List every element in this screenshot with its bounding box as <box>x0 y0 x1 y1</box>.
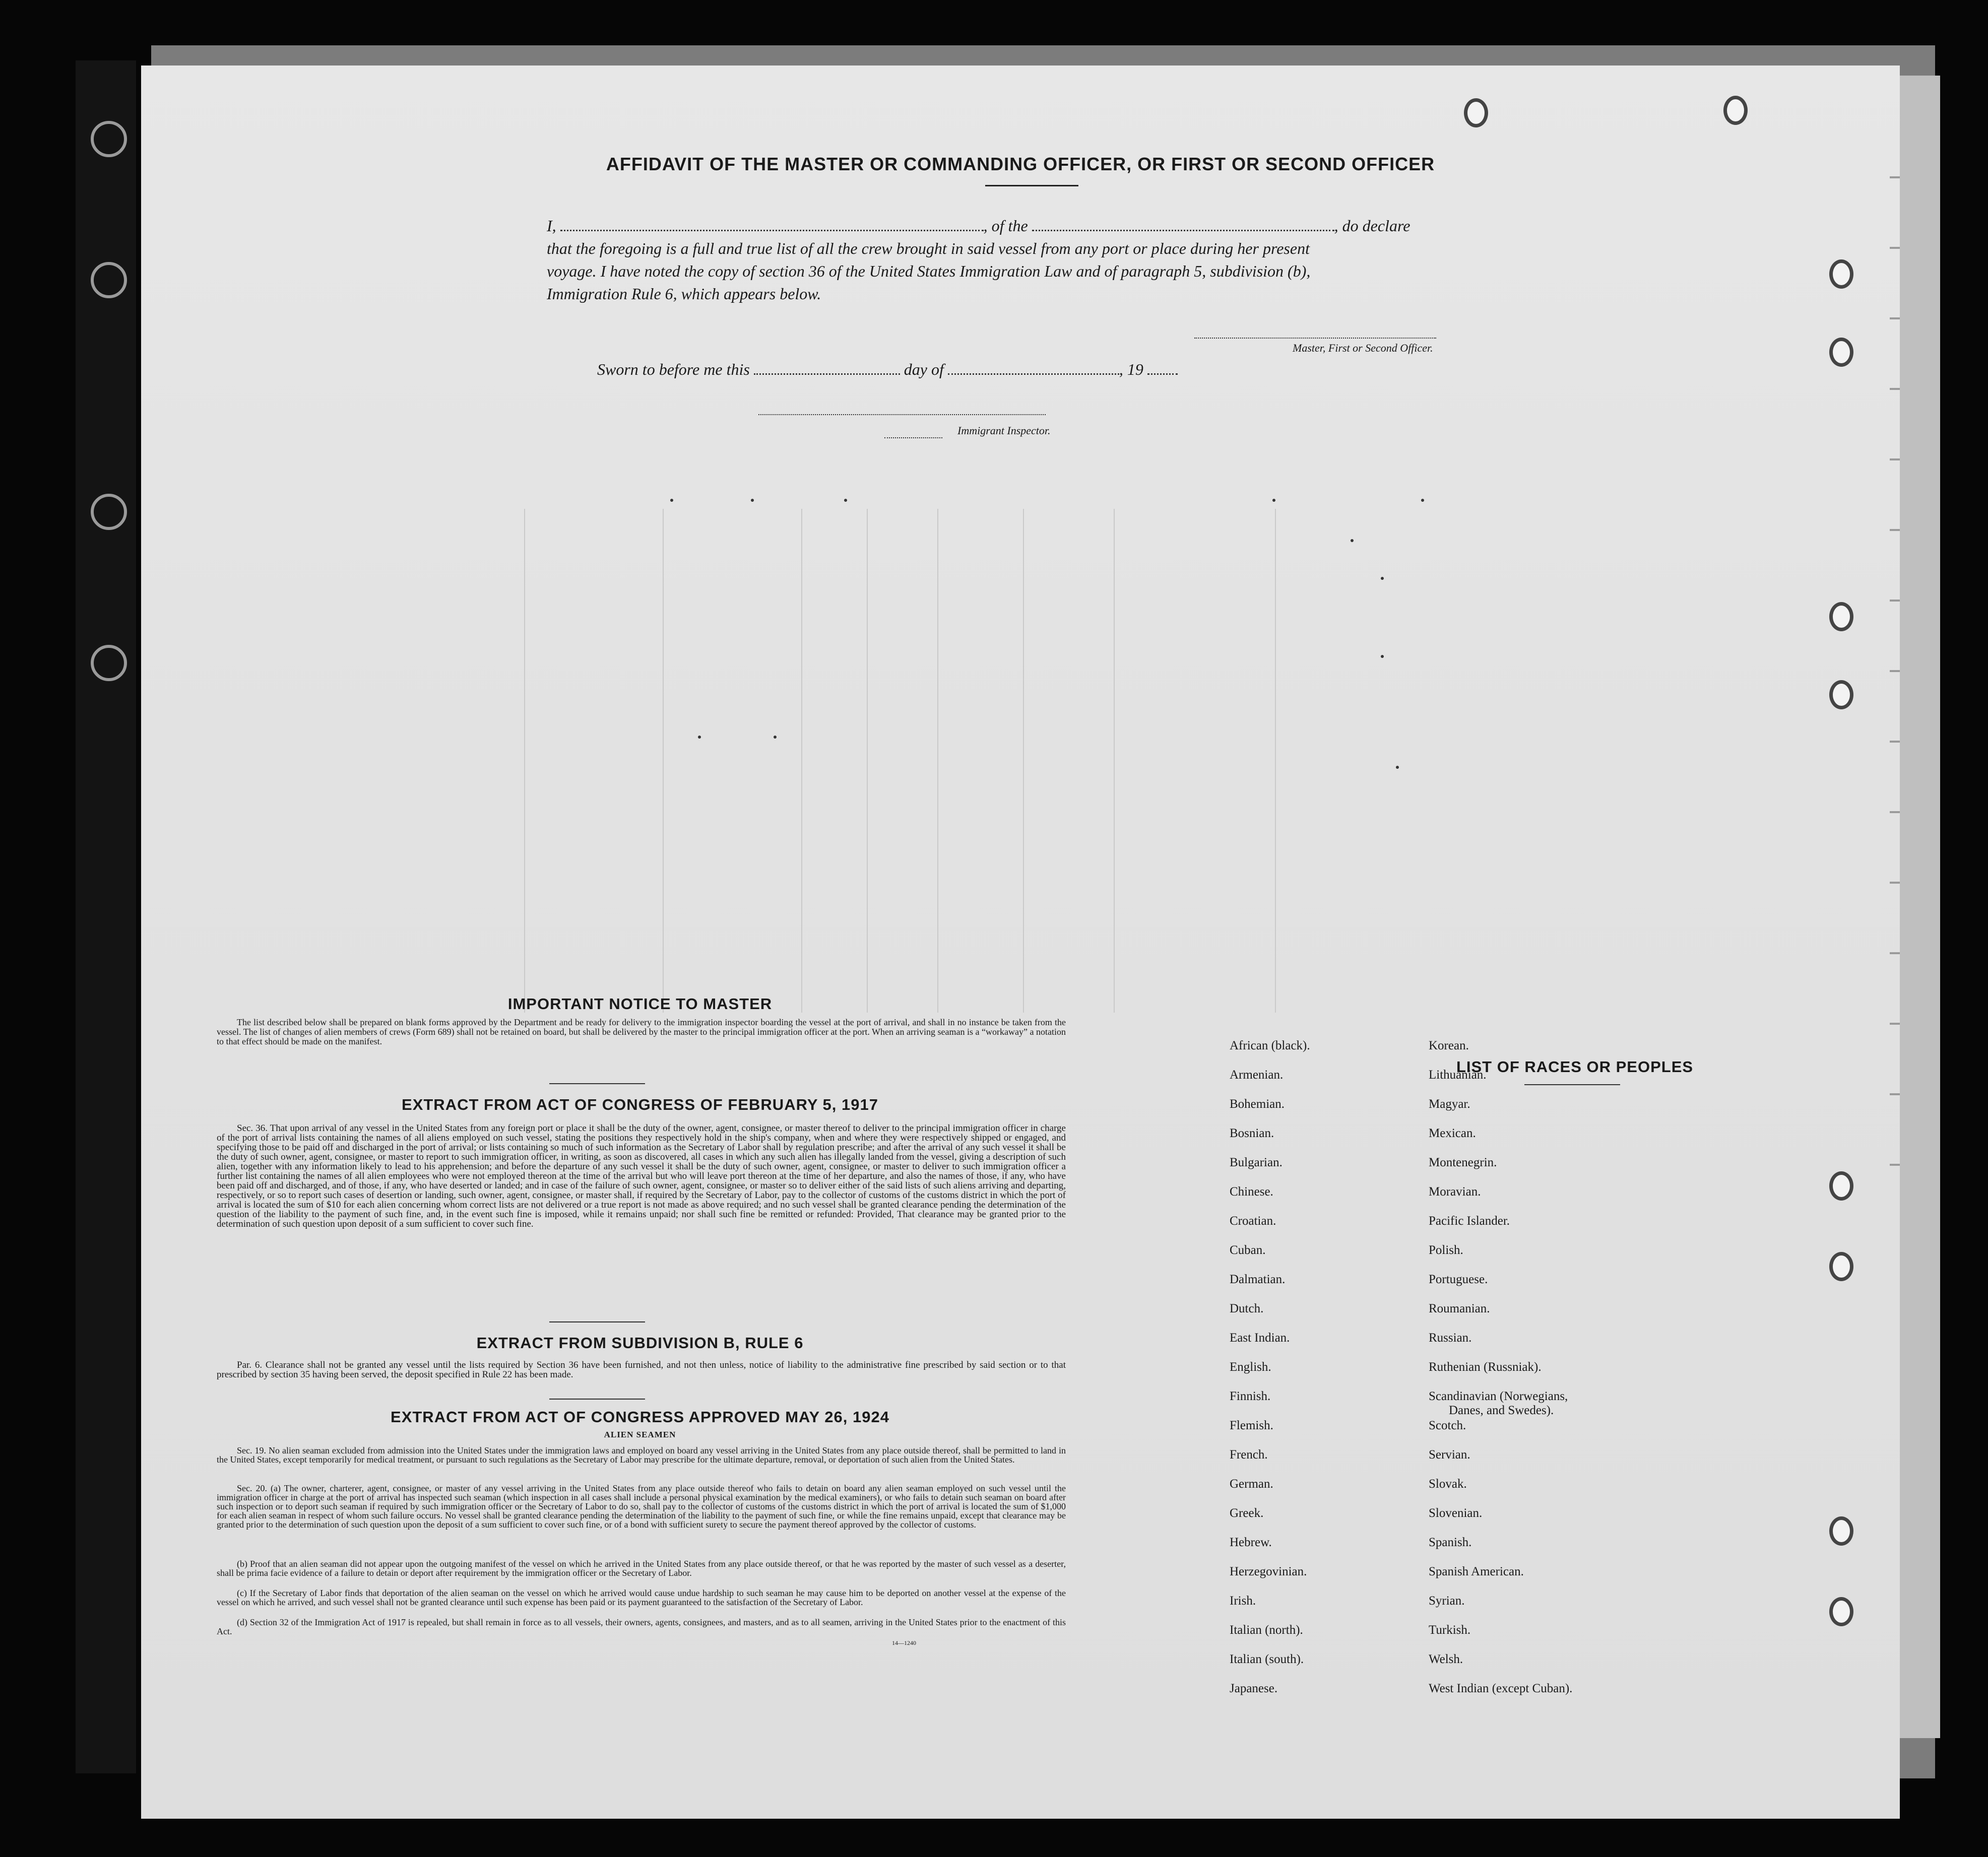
edge-tick <box>1890 811 1900 813</box>
ink-speck <box>1381 655 1384 658</box>
edge-tick <box>1890 741 1900 743</box>
act1924-subheading: ALIEN SEAMEN <box>604 1430 676 1439</box>
inspector-signature-line[interactable] <box>758 414 1046 415</box>
edge-tick <box>1890 176 1900 178</box>
affidavit-do-declare: , do declare <box>1334 217 1410 235</box>
race-item: West Indian (except Cuban). <box>1429 1682 1573 1695</box>
edge-tick <box>1890 882 1900 884</box>
race-item: French. <box>1230 1448 1268 1462</box>
notice-heading: IMPORTANT NOTICE TO MASTER <box>507 995 773 1013</box>
act1917-heading: EXTRACT FROM ACT OF CONGRESS OF FEBRUARY 5, 1917 <box>402 1096 878 1113</box>
race-item: Montenegrin. <box>1429 1156 1497 1169</box>
races-heading: LIST OF RACES OR PEOPLES <box>1456 1058 1694 1076</box>
ink-speck <box>1272 499 1275 502</box>
race-item: German. <box>1230 1477 1273 1491</box>
race-item: Magyar. <box>1429 1097 1470 1111</box>
affidavit-text-line: voyage. I have noted the copy of section 36 of the United States Immigration Law and of paragraph 5, subdivision (b), <box>547 262 1311 280</box>
race-item: African (black). <box>1230 1039 1310 1052</box>
sworn-year-prefix: , 19 <box>1119 360 1143 378</box>
race-item: Portuguese. <box>1429 1273 1488 1286</box>
act1924-sec20a: Sec. 20. (a) The owner, charterer, agent, consignee, or master of any vessel arriving in the United States from any place outside thereof who fails to detain on board any alien seaman employed on such vessel until the immigration officer in charge at the port of arrival has inspected such seaman (which inspection in all cases shall include a personal physical examination by the medical examiners), or who fails to detain such seaman on board after such inspection or to deport such seaman if required by such immigration officer or the Secretary of Labor to do so, shall pay to the collector of customs of the customs district in which the port of arrival is located the sum of $1,000 for each alien seaman in respect of whom such failure occurs. No vessel shall be granted clearance pending the determination of the liability to the payment of such fine, or while the fine remains unpaid, except that clearance may be granted prior to the determination of such question upon the deposit of a sum sufficient to cover such fine, or of a bond with sufficient surety to secure the payment thereof approved by the collector of customs. <box>217 1483 1066 1530</box>
affidavit-i: I, <box>547 217 556 235</box>
ink-speck <box>1381 577 1384 580</box>
race-item: Scandinavian (Norwegians, <box>1429 1389 1568 1403</box>
race-item: Pacific Islander. <box>1429 1214 1510 1228</box>
ink-speck <box>1351 539 1354 542</box>
race-item: Hebrew. <box>1230 1536 1272 1549</box>
race-item: Lithuanian. <box>1429 1068 1487 1082</box>
section-divider <box>549 1399 645 1400</box>
bleed-through-line <box>1114 509 1115 1013</box>
edge-tick <box>1890 1164 1900 1166</box>
race-item: Bosnian. <box>1230 1126 1274 1140</box>
punch-hole <box>1829 1597 1853 1626</box>
act1917-text: Sec. 36. That upon arrival of any vessel in the United States from any foreign port or place it shall be the duty of the owner, agent, consignee, or master thereof to deliver to the principal immigration officer in charge of the port of arrival lists containing the names of all aliens employed on such vessel, stating the positions they respectively hold in the ship's company, when and where they were respectively shipped or engaged, and specifying those to be paid off and discharged in the port of arrival; or lists containing so much of such information as the Secretary of Labor shall by regulation prescribe; and after the arrival of any such vessel it shall be the duty of such owner, agent, consignee, or master to report to such immigration officer, in writing, as soon as discovered, all cases in which any such alien has illegally landed from the vessel, giving a description of such alien, together with any information likely to lead to his apprehension; and before the departure of any such vessel it shall be the duty of such owner, agent, consignee, or master to deliver to such immigration officer a further list containing the names of all alien employees who were not employed thereon at the time of the arrival but who will leave port thereon at the time of her departure, and also the names of those, if any, who have been paid off and discharged, and of those, if any, who have deserted or landed; and in case of the failure of such owner, agent, consignee, or master so to deliver either of the said lists of such aliens arriving and departing, respectively, or so to report such cases of desertion or landing, such owner, agent, consignee, or master shall, if required by the Secretary of Labor, pay to the collector of customs of the customs district in which the port of arrival is located the sum of $10 for each alien concerning whom correct lists are not delivered or a true report is not made as above required; and no such vessel shall be granted clearance pending the determination of the question of the liability to the payment of such fine, and, in the event such fine is imposed, while it remains unpaid; nor shall such fine be remitted or refunded: Provided, That clearance may be granted prior to the determination of such question upon deposit of a sum sufficient to cover such fine. <box>217 1123 1066 1229</box>
bleed-through-line <box>524 509 525 1013</box>
edge-tick <box>1890 1023 1900 1025</box>
punch-hole <box>1829 1516 1853 1546</box>
race-item: Polish. <box>1429 1243 1463 1257</box>
edge-tick <box>1890 670 1900 672</box>
race-item: Spanish American. <box>1429 1565 1524 1578</box>
race-item: English. <box>1230 1360 1271 1374</box>
edge-tick <box>1890 317 1900 319</box>
race-item: Spanish. <box>1429 1536 1472 1549</box>
edge-tick <box>1890 1093 1900 1095</box>
affidavit-title: AFFIDAVIT OF THE MASTER OR COMMANDING OFFICER, OR FIRST OR SECOND OFFICER <box>606 154 1435 174</box>
binding-hole <box>91 121 127 157</box>
race-item: Flemish. <box>1230 1419 1273 1432</box>
race-item: Roumanian. <box>1429 1302 1490 1315</box>
ink-speck <box>844 499 847 502</box>
edge-tick <box>1890 388 1900 390</box>
punch-hole <box>1829 680 1853 709</box>
race-item: Italian (south). <box>1230 1652 1304 1666</box>
race-item: Danes, and Swedes). <box>1449 1404 1554 1417</box>
punch-hole <box>1829 602 1853 631</box>
race-item: Slovenian. <box>1429 1506 1483 1520</box>
ink-speck <box>1421 499 1424 502</box>
race-item: Greek. <box>1230 1506 1264 1520</box>
edge-tick <box>1890 600 1900 602</box>
ink-speck <box>698 736 701 739</box>
section-divider <box>549 1083 645 1084</box>
sworn-label: Sworn to before me this <box>597 360 750 378</box>
race-item: East Indian. <box>1230 1331 1290 1345</box>
race-item: Mexican. <box>1429 1126 1476 1140</box>
binding-hole <box>91 494 127 530</box>
race-item: Moravian. <box>1429 1185 1481 1199</box>
act1924-heading: EXTRACT FROM ACT OF CONGRESS APPROVED MAY 26, 1924 <box>391 1408 889 1426</box>
punch-hole <box>1829 338 1853 367</box>
punch-hole <box>1829 1171 1853 1201</box>
ink-speck <box>751 499 754 502</box>
section-divider <box>549 1321 645 1322</box>
race-item: Ruthenian (Russniak). <box>1429 1360 1542 1374</box>
act1924-sec20c: (c) If the Secretary of Labor finds that deportation of the alien seaman on the vessel on which he arrived would cause undue hardship to such seaman he may cause him to be deported on another vessel at the expense of the vessel on which he arrived, and such vessel shall not be granted clearance until such expense has been paid or its payment guaranteed to the satisfaction of the Secretary of Labor. <box>217 1588 1066 1607</box>
sworn-year-field[interactable] <box>1147 360 1178 375</box>
bleed-through-line <box>1023 509 1024 1013</box>
bleed-through-line <box>1275 509 1276 1013</box>
title-underline <box>985 185 1078 186</box>
punch-hole <box>1723 96 1748 125</box>
race-item: Irish. <box>1230 1594 1256 1608</box>
vessel-name-field[interactable] <box>1032 217 1334 231</box>
sworn-day-of: day of <box>904 360 944 378</box>
edge-tick <box>1890 247 1900 249</box>
bleed-through-line <box>801 509 802 1013</box>
affidavit-of-the: , of the <box>983 217 1028 235</box>
master-signature-line[interactable] <box>1194 338 1436 339</box>
punch-hole <box>1464 98 1488 127</box>
race-item: Dalmatian. <box>1230 1273 1286 1286</box>
rule6-text: Par. 6. Clearance shall not be granted any vessel until the lists required by Section 36 have been furnished, and not then unless, notice of liability to the administrative fine prescribed by said section or to that prescribed by section 35 having been served, the deposit specified in Rule 22 has been made. <box>217 1360 1066 1380</box>
race-item: Italian (north). <box>1230 1623 1303 1637</box>
act1924-sec20d: (d) Section 32 of the Immigration Act of 1917 is repealed, but shall remain in force as to all vessels, their owners, agents, consignees, and masters, and as to all seamen, arriving in the United States prior to the enactment of this Act. <box>217 1617 1066 1636</box>
sworn-day-field[interactable] <box>754 360 900 375</box>
notice-text: The list described below shall be prepared on blank forms approved by the Department and be ready for delivery to the immigration inspector boarding the vessel at the port of arrival, and shall in no instance be taken from the vessel. The list of changes of alien members of crews (Form 689) shall not be retained on board, but shall be delivered by the master to the principal immigration officer at the port. When an arriving seaman is a “workaway” a notation to that effect should be made on the manifest. <box>217 1017 1066 1046</box>
race-item: Bohemian. <box>1230 1097 1285 1111</box>
punch-hole <box>1829 259 1853 289</box>
bleed-through-line <box>937 509 938 1013</box>
act1924-sec20b: (b) Proof that an alien seaman did not appear upon the outgoing manifest of the vessel on which he arrived in the United States from any place outside thereof, or that he was reported by the master of such vessel as a deserter, shall be prima facie evidence of a failure to detain or deport after requirement by the immigration officer or the Secretary of Labor. <box>217 1559 1066 1578</box>
race-item: Russian. <box>1429 1331 1472 1345</box>
ink-speck <box>1396 766 1399 769</box>
affidavit-text-line: Immigration Rule 6, which appears below. <box>547 285 821 303</box>
race-item: Chinese. <box>1230 1185 1273 1199</box>
document-page <box>141 65 1900 1819</box>
officer-name-field[interactable] <box>560 217 984 231</box>
rule6-heading: EXTRACT FROM SUBDIVISION B, RULE 6 <box>476 1334 804 1352</box>
edge-tick <box>1890 529 1900 531</box>
race-item: Dutch. <box>1230 1302 1264 1315</box>
race-item: Turkish. <box>1429 1623 1471 1637</box>
edge-tick <box>1890 458 1900 460</box>
ink-speck <box>774 736 777 739</box>
edge-tick <box>1890 952 1900 954</box>
inspector-caption-leader <box>884 437 942 438</box>
previous-page-edge <box>76 60 136 1773</box>
race-item: Bulgarian. <box>1230 1156 1282 1169</box>
ink-speck <box>670 499 673 502</box>
race-item: Welsh. <box>1429 1652 1463 1666</box>
inspector-caption: Immigrant Inspector. <box>957 424 1051 437</box>
race-item: Cuban. <box>1230 1243 1266 1257</box>
bleed-through-line <box>867 509 868 1013</box>
race-item: Servian. <box>1429 1448 1470 1462</box>
binding-hole <box>91 262 127 298</box>
affidavit-text-line: that the foregoing is a full and true list of all the crew brought in said vessel from any port or place during her present <box>547 239 1310 257</box>
race-item: Croatian. <box>1230 1214 1276 1228</box>
binding-hole <box>91 645 127 681</box>
races-underline <box>1524 1084 1620 1085</box>
bleed-through-line <box>663 509 664 1013</box>
master-signature-caption: Master, First or Second Officer. <box>1293 342 1433 354</box>
race-item: Slovak. <box>1429 1477 1467 1491</box>
sworn-line <box>597 360 1178 379</box>
race-item: Herzegovinian. <box>1230 1565 1307 1578</box>
race-item: Scotch. <box>1429 1419 1466 1432</box>
race-item: Korean. <box>1429 1039 1469 1052</box>
race-item: Finnish. <box>1230 1389 1271 1403</box>
affidavit-declaration-line <box>547 217 1410 235</box>
sworn-month-field[interactable] <box>948 360 1119 375</box>
race-item: Japanese. <box>1230 1682 1278 1695</box>
act1924-sec19: Sec. 19. No alien seaman excluded from admission into the United States under the immigration laws and employed on board any vessel arriving in the United States from any place outside thereof, shall be permitted to land in the United States, except temporarily for medical treatment, or pursuant to such regulations as the Secretary of Labor may prescribe for the ultimate departure, removal, or deportation of such alien from the United States. <box>217 1445 1066 1465</box>
race-item: Armenian. <box>1230 1068 1284 1082</box>
punch-hole <box>1829 1252 1853 1281</box>
form-number: 14—1240 <box>892 1639 916 1646</box>
race-item: Syrian. <box>1429 1594 1465 1608</box>
